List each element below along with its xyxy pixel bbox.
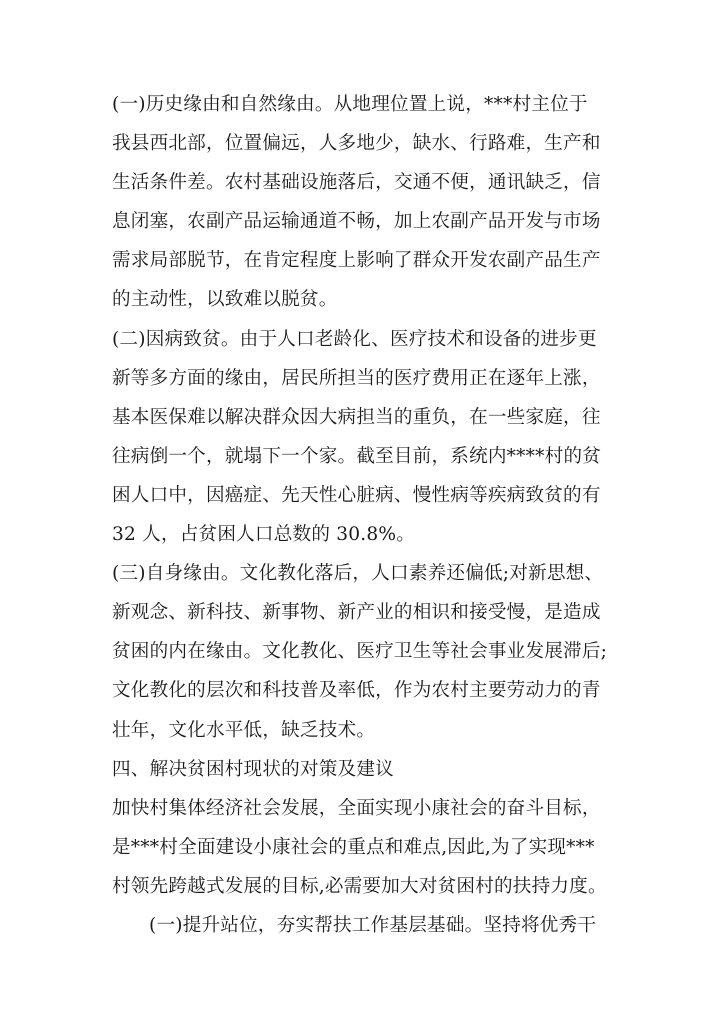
text-line: (三)自身缘由。文化教化落后，人口素养还偏低;对新思想、 bbox=[112, 563, 604, 585]
text-line: (一)历史缘由和自然缘由。从地理位置上说，***村主位于 bbox=[112, 94, 588, 115]
text-line: 文化教化的层次和科技普及率低，作为农村主要劳动力的青 bbox=[112, 680, 601, 702]
text-line: 是***村全面建设小康社会的重点和难点,因此,为了实现*** bbox=[112, 836, 595, 858]
text-line: 生活条件差。农村基础设施落后，交通不便，通讯缺乏，信 bbox=[112, 172, 601, 194]
text-line: (二)因病致贫。由于人口老龄化、医疗技术和设备的进步更 bbox=[112, 328, 597, 350]
section-heading: 四、解决贫困村现状的对策及建议 bbox=[112, 758, 394, 780]
document-body bbox=[112, 85, 612, 945]
text-line: 需求局部脱节，在肯定程度上影响了群众开发农副产品生产 bbox=[112, 250, 601, 272]
text-line: 我县西北部，位置偏远，人多地少，缺水、行路难，生产和 bbox=[112, 133, 601, 155]
text-line: 息闭塞，农副产品运输通道不畅，加上农副产品开发与市场 bbox=[112, 211, 601, 233]
text-line: 壮年，文化水平低，缺乏技术。 bbox=[112, 719, 376, 741]
text-line: 新观念、新科技、新事物、新产业的相识和接受慢，是造成 bbox=[112, 602, 601, 624]
text-line: 往病倒一个，就塌下一个家。截至目前，系统内****村的贫 bbox=[112, 445, 602, 467]
text-line: 加快村集体经济社会发展，全面实现小康社会的奋斗目标， bbox=[112, 797, 601, 819]
text-line: 基本医保难以解决群众因大病担当的重负，在一些家庭，往 bbox=[112, 406, 601, 428]
text-line: 贫困的内在缘由。文化教化、医疗卫生等社会事业发展滞后; bbox=[112, 641, 608, 663]
text-line: 的主动性，以致难以脱贫。 bbox=[112, 289, 338, 311]
text-line: 32 人，占贫困人口总数的 30.8%。 bbox=[112, 524, 416, 546]
text-line: (一)提升站位，夯实帮扶工作基层基础。坚持将优秀干 bbox=[149, 914, 597, 936]
text-line: 新等多方面的缘由，居民所担当的医疗费用正在逐年上涨， bbox=[112, 367, 601, 389]
text-line: 村领先跨越式发展的目标,必需要加大对贫困村的扶持力度。 bbox=[112, 875, 607, 897]
text-line: 困人口中，因癌症、先天性心脏病、慢性病等疾病致贫的有 bbox=[112, 484, 601, 506]
